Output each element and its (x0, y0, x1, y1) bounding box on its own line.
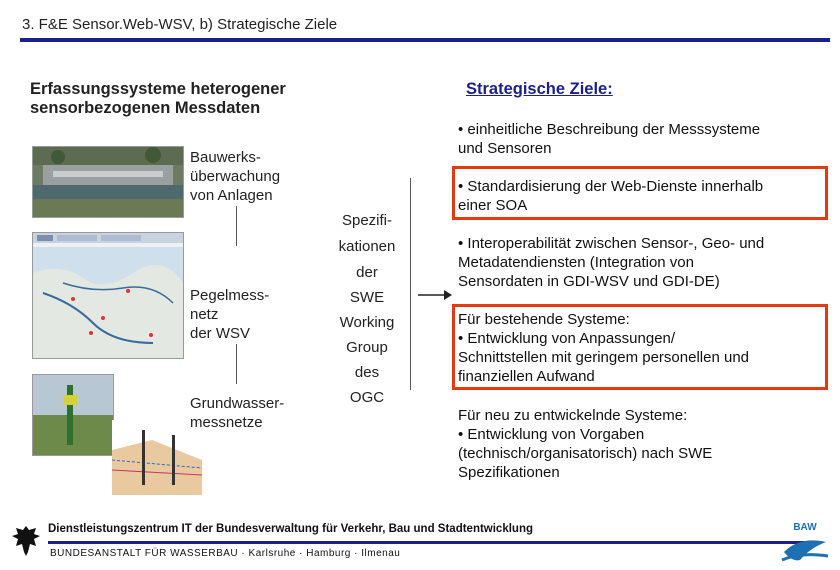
goal-existing-systems: Für bestehende Systeme: • Entwicklung von Anpassungen/ Schnittstellen mit geringem personellen und finanziellen Aufwand (458, 311, 749, 385)
left-heading-line1: Erfassungssysteme heterogener (30, 80, 286, 98)
gauge-map-image (33, 233, 183, 358)
baw-logo-icon (780, 516, 830, 566)
federal-eagle-icon (10, 524, 42, 558)
label-structure-monitoring: Bauwerks- überwachung von Anlagen (190, 149, 281, 204)
slide-title: 3. F&E Sensor.Web-WSV, b) Strategische Ziele (22, 16, 338, 33)
center-word-3: der (356, 264, 378, 281)
right-arrow-icon (418, 288, 452, 302)
strategic-goals-heading: Strategische Ziele: (466, 80, 613, 98)
bracket-vertical-left (236, 206, 237, 246)
photo-gauge-network-map (32, 232, 184, 359)
center-word-2: kationen (338, 238, 396, 255)
baw-logo-text: BAW (793, 522, 817, 533)
center-word-7: des (354, 364, 380, 381)
center-word-4: SWE (349, 289, 385, 306)
photo-structure-aerial (32, 146, 184, 218)
center-word-5: Working (339, 314, 395, 331)
goal-bullet-2: • Standardisierung der Web-Dienste innerhalb einer SOA (458, 178, 764, 214)
groundwater-cross-section-image (112, 420, 202, 495)
photo-groundwater (32, 374, 114, 456)
label-groundwater: Grundwasser- messnetze (190, 395, 285, 431)
center-word-8: OGC (349, 389, 385, 406)
footer-divider (48, 541, 808, 544)
structure-aerial-image (33, 147, 183, 217)
bracket-vertical-left-mid (236, 344, 237, 384)
footer-institution: BUNDESANSTALT FÜR WASSERBAU · Karlsruhe · Hamburg · Ilmenau (50, 548, 401, 559)
center-word-6: Group (346, 339, 388, 356)
left-heading (30, 80, 360, 118)
footer-service-center: Dienstleistungszentrum IT der Bundesverwaltung für Verkehr, Bau und Stadtentwicklung (48, 523, 533, 535)
goal-bullet-3: • Interoperabilität zwischen Sensor-, Geo- und Metadatendiensten (Integration von Sensordaten in GDI-WSV und GDI-DE) (458, 235, 765, 290)
groundwater-image (33, 375, 113, 455)
groundwater-diagram (112, 420, 202, 495)
title-divider (20, 38, 830, 42)
left-heading-line2: sensorbezogenen Messdaten (30, 99, 261, 117)
goal-bullet-1: • einheitliche Beschreibung der Messsysteme und Sensoren (458, 121, 761, 157)
bracket-vertical-right (410, 178, 411, 390)
center-word-1: Spezifi- (341, 212, 393, 229)
label-gauge-network: Pegelmess- netz der WSV (190, 287, 270, 342)
goal-new-systems: Für neu zu entwickelnde Systeme: • Entwicklung von Vorgaben (technisch/organisatorisch) nach SWE Spezifikationen (458, 407, 713, 481)
